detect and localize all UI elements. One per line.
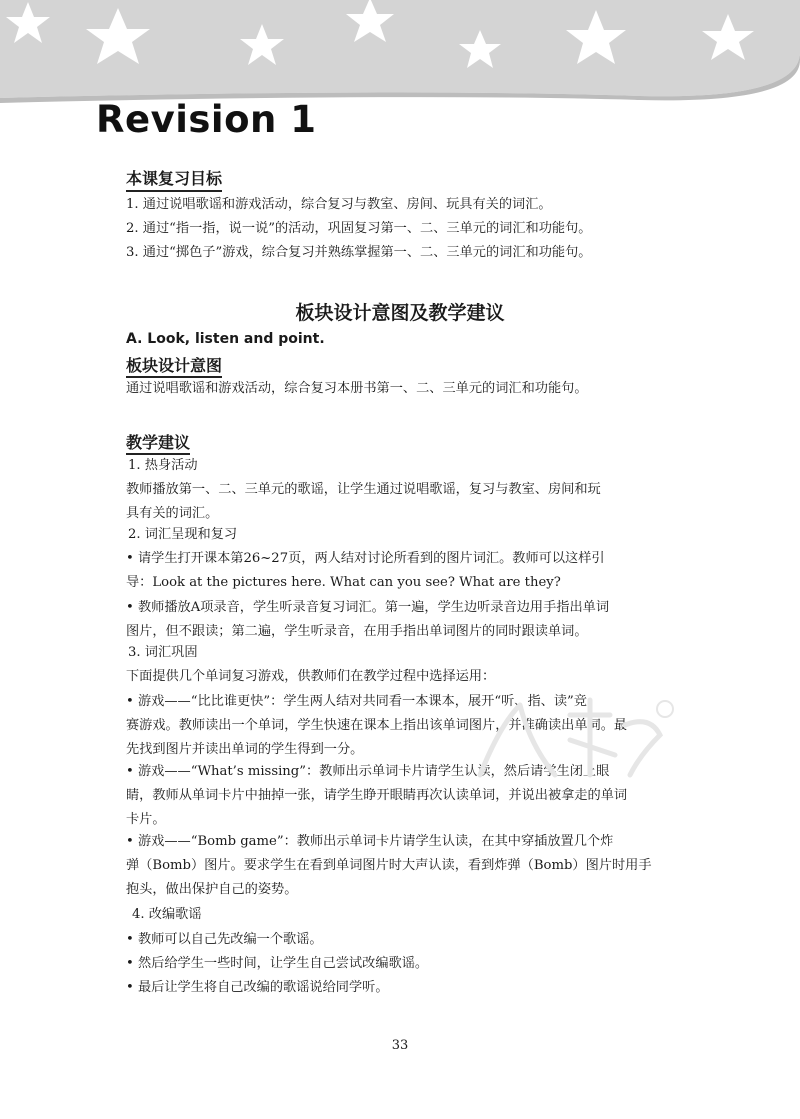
step-2-bullet-2	[126, 596, 682, 644]
design-text: 通过说唱歌谣和游戏活动，综合复习本册书第一、二、三单元的词汇和功能句。	[126, 381, 588, 396]
step-1-text	[126, 478, 682, 526]
text-line: 弹（Bomb）图片。要求学生在看到单词图片时大声认读，看到炸弹（Bomb）图片时用手	[126, 858, 652, 873]
text-line: 赛游戏。教师读出一个单词，学生快速在课本上指出该单词图片，并准确读出单词。最	[126, 718, 628, 733]
design-heading-text: 板块设计意图	[126, 356, 222, 378]
objective-item: 2. 通过“指一指，说一说”的活动，巩固复习第一、二、三单元的词汇和功能句。	[126, 221, 592, 236]
design-heading	[126, 353, 222, 376]
text-line: • 教师播放A项录音，学生听录音复习词汇。第一遍，学生边听录音边用手指出单词	[126, 600, 610, 615]
text-line: 具有关的词汇。	[126, 506, 219, 521]
section-title: 板块设计意图及教学建议	[295, 302, 505, 324]
objectives-heading: 本课复习目标	[126, 166, 222, 192]
suggest-heading-text: 教学建议	[126, 433, 190, 455]
step-4-list	[126, 928, 682, 1000]
text-line: 导：Look at the pictures here. What can you see? What are they?	[126, 575, 561, 590]
text-line: 教师播放第一、二、三单元的歌谣，让学生通过说唱歌谣，复习与教室、房间和玩	[126, 482, 601, 497]
text-line: • 游戏——“What’s missing”：教师出示单词卡片请学生认读，然后请学生闭上眼	[126, 764, 610, 779]
game-3	[126, 830, 682, 902]
text-line: 卡片。	[126, 812, 166, 827]
text-line: 图片，但不跟读；第二遍，学生听录音，在用手指出单词图片的同时跟读单词。	[126, 624, 588, 639]
watermark-logo	[460, 695, 680, 785]
step-3-heading: 3. 词汇巩固	[128, 645, 198, 660]
step-2-bullet-1	[126, 547, 682, 595]
page-number: 33	[391, 1038, 409, 1053]
step-2-heading: 2. 词汇呈现和复习	[128, 527, 238, 542]
step-4-heading: 4. 改编歌谣	[132, 907, 202, 922]
list-item: • 然后给学生一些时间，让学生自己尝试改编歌谣。	[126, 956, 429, 971]
text-line: 先找到图片并读出单词的学生得到一分。	[126, 742, 364, 757]
text-line: • 游戏——“Bomb game”：教师出示单词卡片请学生认读，在其中穿插放置几个炸	[126, 834, 614, 849]
suggest-heading	[126, 430, 190, 453]
list-item: • 最后让学生将自己改编的歌谣说给同学听。	[126, 980, 389, 995]
objective-item: 1. 通过说唱歌谣和游戏活动，综合复习与教室、房间、玩具有关的词汇。	[126, 197, 552, 212]
list-item: • 教师可以自己先改编一个歌谣。	[126, 932, 323, 947]
step-3-intro: 下面提供几个单词复习游戏，供教师们在教学过程中选择运用：	[126, 669, 496, 684]
part-a-heading: A. Look, listen and point.	[126, 331, 325, 347]
text-line: • 游戏——“比比谁更快”：学生两人结对共同看一本课本，展开“听、指、读”竞	[126, 694, 587, 709]
objective-item: 3. 通过“掷色子”游戏，综合复习并熟练掌握第一、二、三单元的词汇和功能句。	[126, 245, 592, 260]
page-title: Revision 1	[96, 98, 317, 141]
objectives-list	[126, 193, 726, 265]
step-1-heading: 1. 热身活动	[128, 458, 198, 473]
text-line: 睛，教师从单词卡片中抽掉一张，请学生睁开眼睛再次认读单词，并说出被拿走的单词	[126, 788, 628, 803]
text-line: 抱头，做出保护自己的姿势。	[126, 882, 298, 897]
text-line: • 请学生打开课本第26~27页，两人结对讨论所看到的图片词汇。教师可以这样引	[126, 551, 605, 566]
